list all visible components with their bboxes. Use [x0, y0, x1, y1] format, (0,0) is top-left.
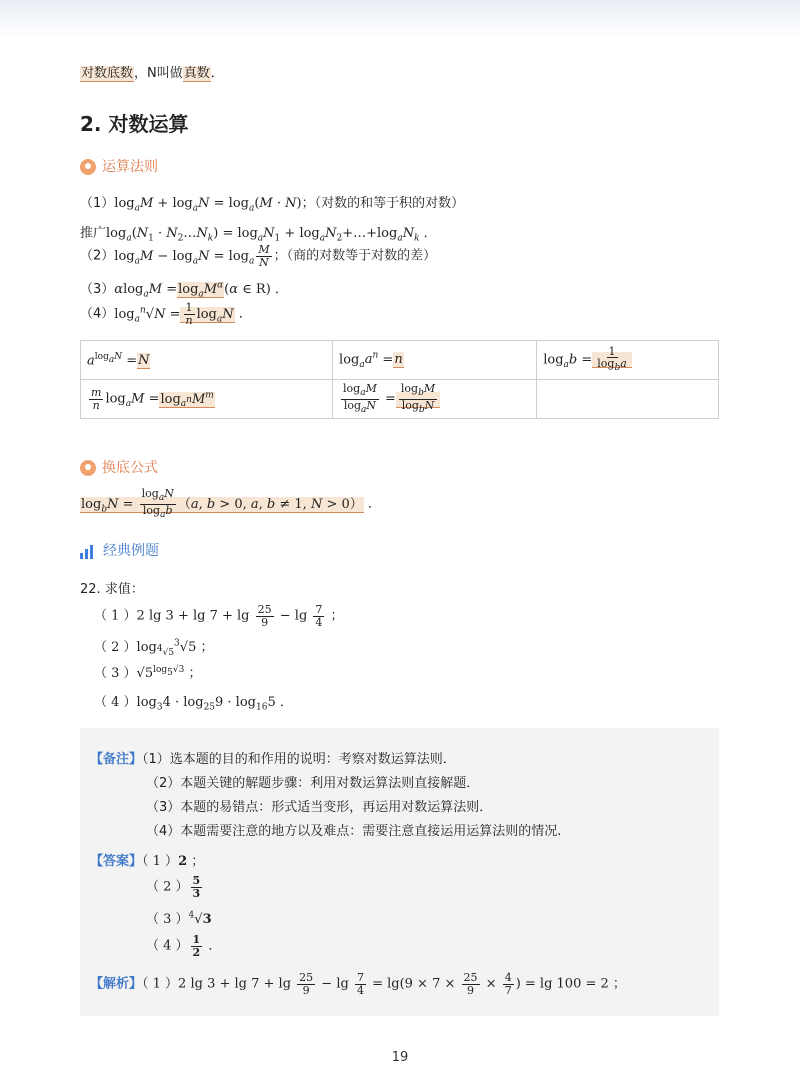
solution-box [80, 728, 719, 1016]
bulb-icon [80, 159, 96, 175]
rules-heading: 运算法则 [80, 156, 158, 176]
formula-cell: $\log_ab$ = $\frac{1}{\log_ba}$ [537, 341, 719, 380]
bar-chart-icon [80, 543, 95, 559]
answer-row: （ 2 ） $\frac{5}{3}$ [146, 874, 201, 900]
page-number: 19 [391, 1050, 409, 1065]
formula-cell: $\log_aa^n =n$ [333, 341, 537, 380]
term-base: 对数底数 [81, 66, 134, 81]
rule-2: $(2)\log_aM - \log_aN = \log_a$ $\frac{M}{N}$ ；（商的对数等于对数的差） [80, 243, 437, 269]
rule-1: $(1)\log_aM + \log_aN = \log_a(M \cdot N)$；（对数的和等于积的对数） [80, 196, 465, 214]
answer-row: 【答案】（ 1 ）2 ； [90, 854, 205, 869]
problem-part-1: （ 1 ）2 lg 3 + lg 7 + lg $\frac{25}{9}$ − lg $\frac{7}{4}$ ； [94, 603, 344, 629]
bulb-icon [80, 460, 96, 476]
rule-4: $(4)\log_a^n√N$ = $\frac{1}{n}$ $\log_aN$ ． [80, 301, 252, 327]
formula-table [80, 340, 719, 419]
formula-cell: $\frac{m}{n}$ $\log_aM =\log_{a^n}M^m$ [81, 380, 333, 419]
note-row: （3）本题的易错点：形式适当变形，再运用对数运算法则． [146, 800, 493, 815]
intro-line: 对数底数，N叫做真数． [81, 66, 224, 81]
formula-cell-empty [537, 380, 719, 419]
change-base-heading: 换底公式 [80, 457, 158, 477]
note-row: 【备注】（1）选本题的目的和作用的说明：考察对数运算法则． [90, 752, 456, 767]
header-band [0, 0, 800, 38]
formula-cell: $a^{log_aN} =N$ [81, 341, 333, 380]
answer-row: （ 3 ）$^4$√3 [146, 910, 212, 927]
problem-part-4: （ 4 ）$\log_34 \cdot \log_{25}9 \cdot \log_{16}5$ ． [94, 695, 293, 713]
answer-row: （ 4 ） $\frac{1}{2}$ ． [146, 933, 222, 959]
analysis-row: 【解析】（ 1 ）2 lg 3 + lg 7 + lg $\frac{25}{9}$ − lg $\frac{7}{4}$ = lg(9 × 7 × $\frac{25}{9}$ × $\frac{4}{7}$ ) = lg 100 = 2 ； [90, 971, 626, 997]
change-base-formula: $\log_bN$ = $\frac{\log_aN}{\log_ab}$ （a, b > 0, a, b ≠ 1, N > 0） ． [81, 487, 381, 520]
rule-3: $(3)\alpha\log_aM =\log_aM^\alpha(\alpha$ ∈ R) ． [80, 280, 288, 300]
answer-label: 【答案】 [90, 854, 143, 869]
problem-part-2: （ 2 ）$\log_{^4√5}^3√5$ ； [94, 638, 214, 658]
formula-cell: $\frac{\log_aM}{\log_aN}$ = $\frac{\log_bM}{\log_bN}$ [333, 380, 537, 419]
problem-statement: 22. 求值： [80, 582, 144, 597]
term-argument: 真数 [183, 66, 210, 81]
section-title: 2. 对数运算 [80, 112, 189, 136]
examples-heading: 经典例题 [80, 540, 159, 560]
rule-1-extension: 推广$\log_a(N_1$ · $N_2\dots N_k) = \log_aN_1$ + $\log_aN_2+\dots+\log_aN_k$ ． [80, 226, 437, 244]
analysis-label: 【解析】 [90, 976, 143, 992]
note-row: （2）本题关键的解题步骤：利用对数运算法则直接解题． [146, 776, 480, 791]
note-row: （4）本题需要注意的地方以及难点：需要注意直接运用运算法则的情况. [146, 824, 562, 839]
problem-part-3: （ 3 ）$√5^{log_5√3}$ ； [94, 664, 202, 681]
note-label: 【备注】 [90, 752, 143, 767]
